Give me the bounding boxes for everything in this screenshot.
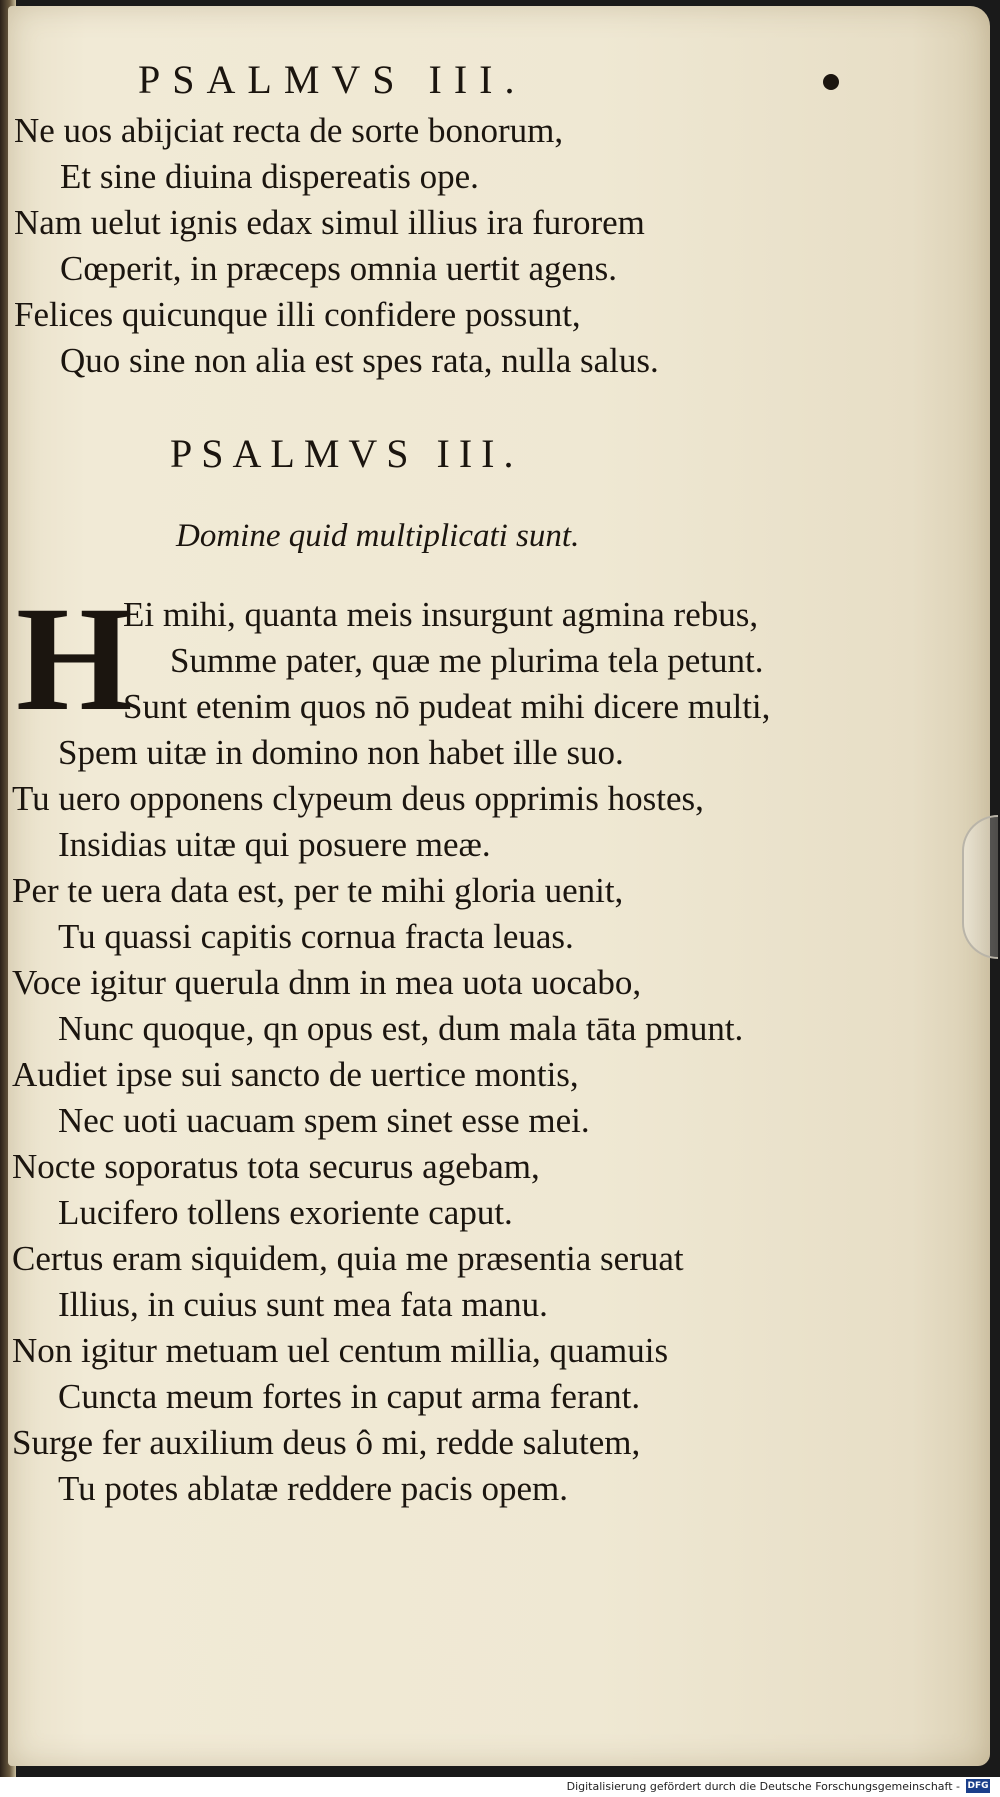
folio-mark [823,74,839,90]
psalm-line: Illius, in cuius sunt mea fata manu. [58,1285,548,1324]
dfg-logo: DFG [967,1781,989,1791]
preceding-line: Ne uos abijciat recta de sorte bonorum, [14,111,564,150]
psalm-line: Nocte soporatus tota securus agebam, [12,1147,540,1186]
psalm-line: Ei mihi, quanta meis insurgunt agmina rebus, [123,595,759,634]
psalm-line: Nec uoti uacuam spem sinet esse mei. [58,1101,590,1140]
preceding-line: Cœperit, in præceps omnia uertit agens. [60,249,617,288]
psalm-incipit: Domine quid multiplicati sunt. [176,518,580,554]
psalm-line: Certus eram siquidem, quia me præsentia seruat [12,1239,684,1278]
psalm-heading: PSALMVS III. [170,431,523,476]
psalm-line: Audiet ipse sui sancto de uertice montis, [12,1055,579,1094]
psalm-line: Nunc quoque, qn opus est, dum mala tāta pmunt. [58,1009,744,1048]
psalm-line: Tu quassi capitis cornua fracta leuas. [58,917,574,956]
psalm-line: Spem uitæ in domino non habet ille suo. [58,733,624,772]
psalm-line: Insidias uitæ qui posuere meæ. [58,825,491,864]
running-head: PSALMVS III. [138,57,527,102]
preceding-line: Felices quicunque illi confidere possunt, [14,295,581,334]
drop-cap: H [16,576,133,742]
preceding-line: Nam uelut ignis edax simul illius ira furorem [14,203,645,242]
preceding-line: Quo sine non alia est spes rata, nulla salus. [60,341,659,380]
psalm-line: Lucifero tollens exoriente caput. [58,1193,513,1232]
psalm-line: Surge fer auxilium deus ô mi, redde salutem, [12,1423,641,1462]
psalm-line: Tu uero opponens clypeum deus opprimis hostes, [12,779,704,818]
psalm-line: Tu potes ablatæ reddere pacis opem. [58,1469,568,1508]
psalm-line: Summe pater, quæ me plurima tela petunt. [170,641,764,680]
psalm-line: Non igitur metuam uel centum millia, quamuis [12,1331,669,1370]
digitization-footer [0,1777,1000,1797]
psalm-line: Cuncta meum fortes in caput arma ferant. [58,1377,641,1416]
footer-credit: Digitalisierung gefördert durch die Deutsche Forschungsgemeinschaft - [566,1780,960,1793]
page-clip [962,815,998,959]
psalm-line: Voce igitur querula dnm in mea uota uocabo, [12,963,642,1002]
psalm-line: Sunt etenim quos nō pudeat mihi dicere multi, [123,687,771,726]
psalm-line: Per te uera data est, per te mihi gloria uenit, [12,871,624,910]
preceding-line: Et sine diuina dispereatis ope. [60,157,479,196]
